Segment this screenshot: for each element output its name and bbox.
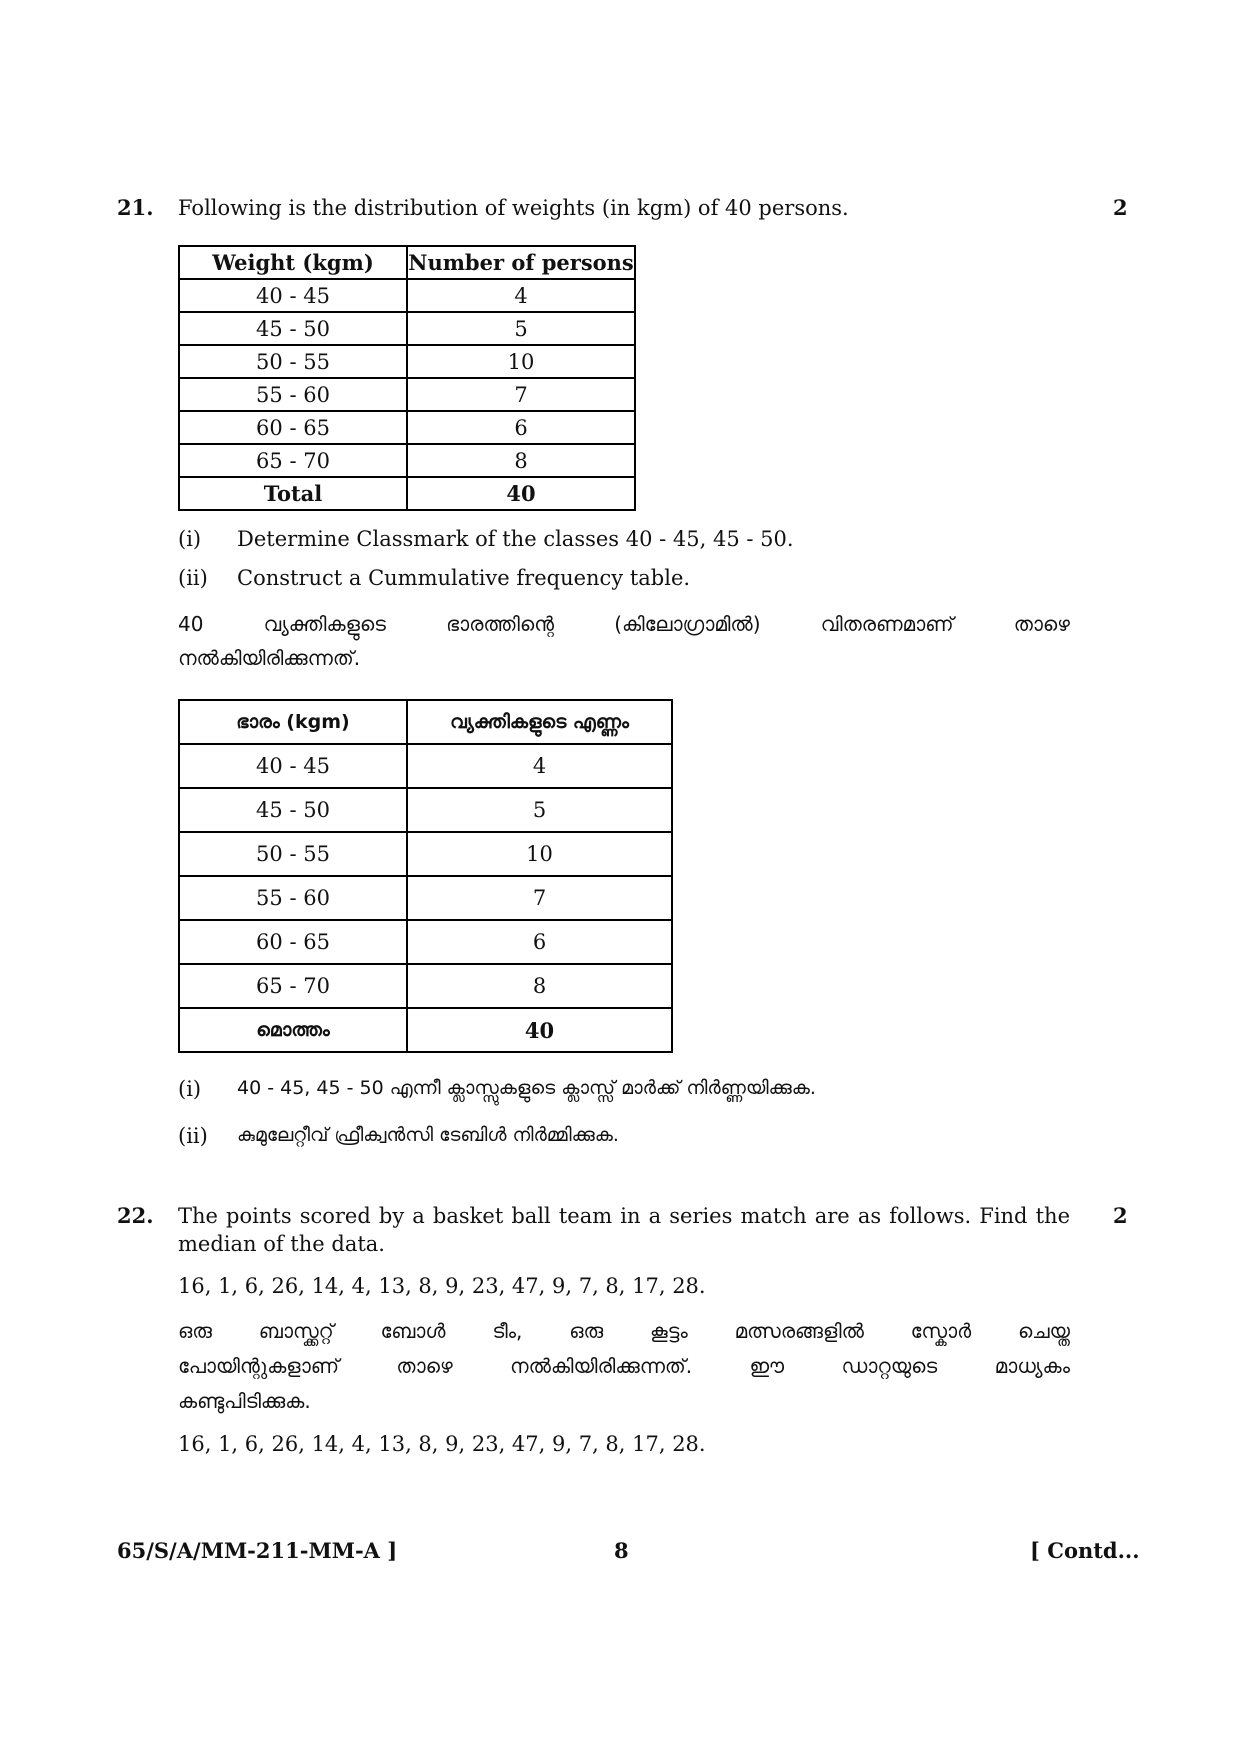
table-header-row (179, 246, 635, 279)
question-22-data-repeat: 16, 1, 6, 26, 14, 4, 13, 8, 9, 23, 47, 9, 7, 8, 17, 28. (178, 1432, 706, 1456)
frequency-cell: 7 (407, 876, 672, 920)
header-persons-ml: വ്യക്തികളുടെ എണ്ണം (407, 700, 672, 744)
frequency-cell: 4 (407, 279, 635, 312)
table-row (179, 444, 635, 477)
question-22-text-malayalam-line3: കണ്ടുപിടിക്കുക. (178, 1389, 311, 1413)
class-cell: 50 - 55 (179, 832, 407, 876)
class-cell: 65 - 70 (179, 444, 407, 477)
frequency-cell: 8 (407, 964, 672, 1008)
page-number: 8 (614, 1538, 629, 1563)
frequency-cell: 6 (407, 920, 672, 964)
table-row (179, 876, 672, 920)
total-label: Total (179, 477, 407, 510)
frequency-cell: 6 (407, 411, 635, 444)
part-text: കുമുലേറ്റീവ് ഫ്രീക്വൻസി ടേബിൾ നിർമ്മിക്കുക. (237, 1124, 619, 1146)
part-number: (i) (178, 1077, 202, 1101)
question-22-number: 22. (117, 1203, 154, 1228)
part-number: (ii) (178, 1124, 208, 1148)
question-21-part-ii (178, 566, 1078, 596)
question-21-text: Following is the distribution of weights (in kgm) of 40 persons. (178, 196, 849, 220)
header-weight-ml: ഭാരം (kgm) (179, 700, 407, 744)
total-value: 40 (407, 1008, 672, 1052)
question-21-text-malayalam-line1: 40 വ്യക്തികളുടെ ഭാരത്തിന്റെ (കിലോഗ്രാമിൽ) വിതരണമാണ് താഴെ (178, 612, 1070, 636)
question-22-text-malayalam-line1: ഒരു ബാസ്ക്കറ്റ് ബോൾ ടീം, ഒരു കൂട്ടം മത്സരങ്ങളിൽ സ്കോർ ചെയ്ത (178, 1319, 1070, 1343)
continued-label: [ Contd... (1030, 1538, 1140, 1563)
weights-table-malayalam (178, 699, 673, 1053)
table-row (179, 832, 672, 876)
question-21-marks: 2 (1113, 195, 1128, 220)
table-row (179, 279, 635, 312)
class-cell: 55 - 60 (179, 378, 407, 411)
frequency-cell: 5 (407, 312, 635, 345)
question-21-part-i-malayalam (178, 1077, 1078, 1107)
header-persons: Number of persons (407, 246, 635, 279)
table-row (179, 312, 635, 345)
class-cell: 65 - 70 (179, 964, 407, 1008)
class-cell: 45 - 50 (179, 788, 407, 832)
question-22-text-line2: median of the data. (178, 1232, 385, 1256)
table-row (179, 788, 672, 832)
table-row (179, 411, 635, 444)
header-weight: Weight (kgm) (179, 246, 407, 279)
table-row (179, 920, 672, 964)
question-21-number: 21. (117, 195, 154, 220)
table-header-row (179, 700, 672, 744)
class-cell: 40 - 45 (179, 279, 407, 312)
table-row (179, 744, 672, 788)
part-text: Determine Classmark of the classes 40 - 45, 45 - 50. (237, 527, 794, 551)
question-22-text-malayalam-line2: പോയിന്റുകളാണ് താഴെ നൽകിയിരിക്കുന്നത്. ഈ ഡാറ്റയുടെ മാധ്യകം (178, 1354, 1070, 1378)
frequency-cell: 5 (407, 788, 672, 832)
part-text: Construct a Cummulative frequency table. (237, 566, 691, 590)
class-cell: 60 - 65 (179, 411, 407, 444)
table-row (179, 378, 635, 411)
class-cell: 50 - 55 (179, 345, 407, 378)
table-total-row (179, 477, 635, 510)
total-label: മൊത്തം (179, 1008, 407, 1052)
part-text: 40 - 45, 45 - 50 എന്നീ ക്ലാസ്സുകളുടെ ക്ലാസ്സ് മാർക്ക് നിർണ്ണയിക്കുക. (237, 1077, 816, 1099)
question-21-part-i (178, 527, 1078, 557)
class-cell: 40 - 45 (179, 744, 407, 788)
class-cell: 60 - 65 (179, 920, 407, 964)
question-21-part-ii-malayalam (178, 1124, 1078, 1154)
frequency-cell: 8 (407, 444, 635, 477)
part-number: (i) (178, 527, 202, 551)
table-row (179, 345, 635, 378)
weights-table-english (178, 245, 636, 511)
frequency-cell: 10 (407, 832, 672, 876)
class-cell: 55 - 60 (179, 876, 407, 920)
paper-code: 65/S/A/MM-211-MM-A ] (117, 1538, 398, 1563)
question-22-data: 16, 1, 6, 26, 14, 4, 13, 8, 9, 23, 47, 9, 7, 8, 17, 28. (178, 1274, 706, 1298)
table-row (179, 964, 672, 1008)
frequency-cell: 7 (407, 378, 635, 411)
frequency-cell: 4 (407, 744, 672, 788)
class-cell: 45 - 50 (179, 312, 407, 345)
question-22-marks: 2 (1113, 1203, 1128, 1228)
question-21-text-malayalam-line2: നൽകിയിരിക്കുന്നത്. (178, 646, 361, 670)
frequency-cell: 10 (407, 345, 635, 378)
total-value: 40 (407, 477, 635, 510)
question-22-text-line1: The points scored by a basket ball team in a series match are as follows. Find the (178, 1204, 1070, 1228)
table-total-row (179, 1008, 672, 1052)
part-number: (ii) (178, 566, 208, 590)
